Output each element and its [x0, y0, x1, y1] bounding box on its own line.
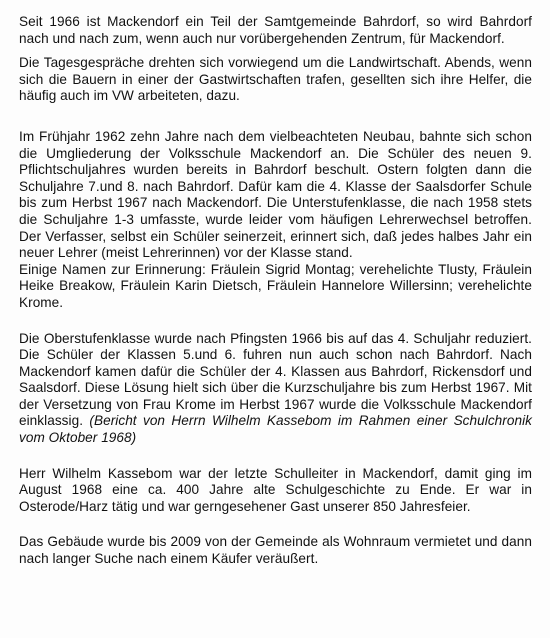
paragraph-gap [19, 47, 532, 55]
oberstufenklasse-text: Die Oberstufenklasse wurde nach Pfingsten 1966 bis auf das 4. Schuljahr reduziert. Die Schüler der Klassen 5.und 6. fuhren nun auch schon nach Bahrdorf. Nach Mackendorf kamen dafür die Schüler der 4. Klassen aus Bahrdorf, Rickensdorf und Saalsdorf. Diese Lösung hielt sich über die Kurzschuljahre bis zum Herbst 1967. Mit der Versetzung von Frau Krome im Herbst 1967 wurde die Volksschule Mackendorf einklassig. [19, 330, 532, 429]
paragraph-gap [19, 312, 532, 331]
paragraph-lehrerinnen-namen: Einige Namen zur Erinnerung: Fräulein Sigrid Montag; verehelichte Tlusty, Fräulein Heike Breakow, Fräulein Karin Dietsch, Fräulein Hannelore Willersinn; verehelichte Krome. [19, 261, 532, 310]
paragraph-oberstufenklasse [19, 331, 532, 447]
paragraph-gebaeude: Das Gebäude wurde bis 2009 von der Gemeinde als Wohnraum vermietet und dann nach langer Suche nach einem Käufer veräußert. [19, 534, 532, 567]
citation-schulchronik: (Bericht von Herrn Wilhelm Kassebom im Rahmen einer Schulchronik vom Oktober 1968) [19, 413, 532, 446]
paragraph-kassebom-schulleiter: Herr Wilhelm Kassebom war der letzte Schulleiter in Mackendorf, damit ging im August 1968 eine ca. 400 Jahre alte Schulgeschichte zu Ende. Er war in Osterode/Harz tätig und war gerngesehener Gast unserer 850 Jahresfeier. [19, 465, 532, 514]
paragraph-gap [19, 105, 532, 129]
paragraph-tagesgespraeche: Die Tagesgespräche drehten sich vorwiegend um die Landwirtschaft. Abends, wenn sich die Bauern in einer der Gastwirtschaften trafen, gesellten sich ihre Helfer, die häufig auch im VW arbeiteten, dazu. [19, 55, 532, 104]
paragraph-samtgemeinde: Seit 1966 ist Mackendorf ein Teil der Samtgemeinde Bahrdorf, so wird Bahrdorf nach und nach zum, wenn auch nur vorübergehenden Zentrum, für Mackendorf. [19, 14, 532, 46]
paragraph-umgliederung-volksschule: Im Frühjahr 1962 zehn Jahre nach dem vielbeachteten Neubau, bahnte sich schon die Umgliederung der Volksschule Mackendorf an. Die Schüler des neuen 9. Pflichtschuljahres wurden bereits in Bahrdorf beschult. Ostern folgten dann die Schuljahre 7.und 8. nach Bahrdorf. Dafür kam die 4. Klasse der Saalsdorfer Schule bis zum Herbst 1967 nach Mackendorf. Die Unterstufenklasse, die nach 1958 stets die Schuljahre 1-3 umfasste, wurde leider vom häufigen Lehrerwechsel betroffen. Der Verfasser, selbst ein Schüler seinerzeit, erinnert sich, daß jedes halbes Jahr ein neuer Lehrer (meist Lehrerinnen) vor der Klasse stand. [19, 128, 532, 261]
paragraph-gap [19, 447, 532, 466]
paragraph-gap [19, 515, 532, 534]
